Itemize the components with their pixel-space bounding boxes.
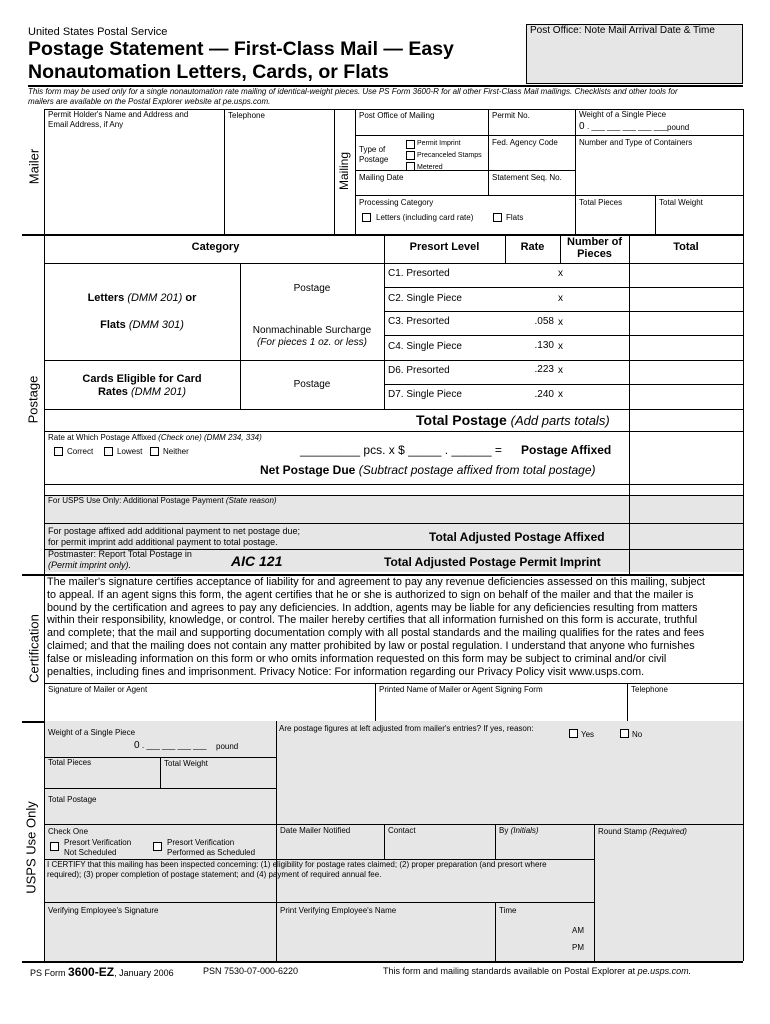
certification-section-label: Certification (26, 614, 42, 683)
category-header: Category (191, 241, 240, 253)
rate-level-c2: C2. Single Piece (388, 293, 462, 304)
rate-value-d6: .223 (534, 364, 554, 375)
number-header: Number of (567, 236, 622, 248)
precanceled-label: Precanceled Stamps (417, 152, 482, 159)
weight-label: Weight of a Single Piece (579, 110, 667, 119)
mailing-date-label: Mailing Date (359, 173, 404, 182)
total-weight-label: Total Weight (659, 198, 703, 207)
verifier-signature-label: Verifying Employee's Signature (48, 906, 159, 915)
contact-label: Contact (388, 826, 416, 835)
rate-affixed-label: Rate at Which Postage Affixed (Check one) (DMM 234, 334) (48, 433, 262, 442)
total-adjusted-affixed-label: Total Adjusted Postage Affixed (429, 530, 605, 544)
times-d7: x (558, 389, 563, 400)
inspection-certify-2: required); (3) proper completion of postage statement; and (4) payment of required annual fee. (47, 870, 382, 879)
flats-category: Flats (DMM 301) (100, 319, 184, 331)
total-postage-label: Total Postage (Add parts totals) (416, 412, 610, 428)
surcharge-note: (For pieces 1 oz. or less) (256, 337, 368, 348)
usps-total-weight-label: Total Weight (164, 759, 208, 768)
flats-checkbox[interactable] (493, 213, 502, 222)
usps-weight-unit: pound (216, 742, 239, 751)
usps-additional-payment-label: For USPS Use Only: Additional Postage Payment (State reason) (48, 496, 277, 505)
certification-text: The mailer's signature certifies acceptance of liability for and agreement to pay any revenue deficiencies assessed on this mailing, subject to appeal. If an agent signs this form, the agent certifies that he or she is authorized to sign on behalf of the mailer and that the mailer is bound by the certification and agrees to pay any deficiencies. In addtion, agents may be liable for any deficiencies resulting from matters within their responsibility, knowledge, or control. The mailer hereby certifies that all information furnished on this form is accurate, truthful and complete; that the mail and supporting documentation comply with all postal standards and the mailing qualifies for the rates and fees claimed; and that the mailing does not contain any matter prohibited by law or postal regulation. I understand that anyone who furnishes false or misleading information on this form or who omits information requested on this form may be subject to criminal and/or civil penalties, including fines and imprisonment. Privacy Notice: For information regarding our Privacy Policy visit www.usps.com. (47, 576, 706, 678)
usps-weight-blank[interactable]: . ___ ___ ___ ___ (142, 741, 207, 750)
postmaster-note-2: (Permit imprint only). (48, 560, 132, 570)
permit-imprint-checkbox[interactable] (406, 140, 415, 149)
page-title-line2: Nonautomation Letters, Cards, or Flats (28, 61, 389, 83)
yes-checkbox[interactable] (569, 729, 578, 738)
yes-label: Yes (581, 730, 595, 739)
adjust-note: For postage affixed add additional payment to net postage due; (48, 526, 301, 536)
pm-label: PM (572, 943, 584, 952)
net-postage-due-label: Net Postage Due (Subtract postage affixed from total postage) (260, 463, 596, 477)
inspection-certify: I CERTIFY that this mailing has been inspected concerning: (1) eligibility for postage rates claimed; (2) proper preparation (and presort where (47, 860, 547, 869)
times-c2: x (558, 293, 563, 304)
form-id: PS Form 3600-EZ, January 2006 (30, 965, 174, 979)
holder-email-label: Email Address, if Any (48, 120, 124, 129)
weight-unit: pound (667, 123, 690, 132)
verifier-name-label: Print Verifying Employee's Name (280, 906, 397, 915)
letters-option-label: Letters (including card rate) (376, 213, 474, 222)
precanceled-checkbox[interactable] (406, 151, 415, 160)
cards-category-2: Rates (DMM 201) (97, 386, 187, 398)
date-notified-label: Date Mailer Notified (280, 826, 351, 835)
signature-label: Signature of Mailer or Agent (48, 685, 148, 694)
processing-label: Processing Category (359, 198, 434, 207)
times-c3: x (558, 317, 563, 328)
intro-text: This form may be used only for a single nonautomation rate mailing of identical-weight pieces. Use PS Form 3600-R for all other First-Class Mail mailings. Checklists and other tools for (28, 87, 678, 96)
correct-label: Correct (67, 447, 94, 456)
postmaster-note: Postmaster: Report Total Postage in (48, 549, 192, 559)
no-label: No (632, 730, 643, 739)
psn-number: PSN 7530-07-000-6220 (203, 966, 299, 976)
rate-level-c3: C3. Presorted (388, 316, 450, 327)
surcharge-label: Nonmachinable Surcharge (252, 325, 372, 336)
seq-no-label: Statement Seq. No. (492, 173, 562, 182)
neither-label: Neither (163, 447, 189, 456)
letters-postage-label: Postage (293, 283, 331, 294)
rate-level-c4: C4. Single Piece (388, 341, 462, 352)
lowest-label: Lowest (117, 447, 143, 456)
certification-telephone-label: Telephone (631, 685, 668, 694)
postage-section-label: Postage (25, 375, 41, 424)
presort-performed-checkbox[interactable] (153, 842, 162, 851)
presort-not-scheduled-checkbox[interactable] (50, 842, 59, 851)
fed-agency-label: Fed. Agency Code (492, 138, 558, 147)
presort-not-scheduled-label-2: Not Scheduled (64, 848, 117, 857)
times-d6: x (558, 365, 563, 376)
letters-checkbox[interactable] (362, 213, 371, 222)
availability-note: This form and mailing standards available on Postal Explorer at pe.usps.com. (383, 966, 692, 976)
rate-value-c3: .058 (534, 316, 554, 327)
rate-level-d6: D6. Presorted (388, 365, 450, 376)
metered-checkbox[interactable] (406, 162, 415, 171)
mailer-section-label: Mailer (26, 148, 42, 185)
weight-zero: 0 (579, 121, 585, 132)
correct-checkbox[interactable] (54, 447, 63, 456)
permit-imprint-label: Permit Imprint (417, 140, 461, 147)
pcs-formula[interactable]: _________ pcs. x $ _____ . ______ = (300, 443, 502, 457)
usps-total-pieces-label: Total Pieces (48, 758, 92, 767)
metered-label: Metered (417, 164, 443, 171)
usps-total-postage-label: Total Postage (48, 795, 97, 804)
rate-value-d7: .240 (534, 389, 554, 400)
presort-not-scheduled-label: Presort Verification (64, 838, 132, 847)
post-office-label: Post Office of Mailing (359, 111, 435, 120)
times-c1: x (558, 268, 563, 279)
type-of-postage-label-2: Postage (359, 155, 389, 164)
adjusted-question: Are postage figures at left adjusted from mailer's entries? If yes, reason: (279, 724, 534, 733)
weight-blank[interactable]: . ___ ___ ___ ___ ___ (587, 122, 668, 131)
aic-code: AIC 121 (231, 553, 283, 569)
round-stamp-label: Round Stamp (Required) (598, 827, 687, 836)
agency-name: United States Postal Service (28, 26, 168, 38)
mailer-telephone-label: Telephone (228, 111, 265, 120)
containers-label: Number and Type of Containers (579, 138, 693, 147)
adjust-note-2: for permit imprint add additional payment to total postage. (48, 537, 278, 547)
by-initials-label: By (Initials) (499, 826, 539, 835)
flats-option-label: Flats (506, 213, 524, 222)
total-adjusted-permit-label: Total Adjusted Postage Permit Imprint (384, 555, 601, 569)
presort-performed-label-2: Performed as Scheduled (167, 848, 256, 857)
letters-category: Letters (DMM 201) or (87, 292, 197, 304)
cards-category: Cards Eligible for Card (82, 373, 202, 385)
adjusted-total-area (629, 523, 743, 572)
permit-no-label: Permit No. (492, 111, 530, 120)
am-label: AM (572, 926, 584, 935)
times-c4: x (558, 341, 563, 352)
no-checkbox[interactable] (620, 729, 629, 738)
usps-section-label: USPS Use Only (23, 801, 39, 894)
total-pieces-label: Total Pieces (579, 198, 623, 207)
page-title: Postage Statement — First-Class Mail — Easy (28, 38, 454, 60)
presort-performed-label: Presort Verification (167, 838, 235, 847)
usps-weight-label: Weight of a Single Piece (48, 728, 136, 737)
mailing-section-label: Mailing (337, 152, 351, 191)
usps-weight-zero: 0 (134, 740, 140, 751)
holder-name-label: Permit Holder's Name and Address and (48, 110, 189, 119)
rate-value-c4: .130 (534, 340, 554, 351)
rate-level-c1: C1. Presorted (388, 268, 450, 279)
time-label: Time (499, 906, 517, 915)
presort-header: Presort Level (409, 241, 480, 253)
arrival-note-label: Post Office: Note Mail Arrival Date & Time (530, 25, 715, 36)
rate-level-d7: D7. Single Piece (388, 389, 462, 400)
cards-postage-label: Postage (293, 379, 331, 390)
total-header: Total (673, 241, 699, 253)
postage-affixed-label: Postage Affixed (521, 443, 612, 457)
pieces-header: Pieces (577, 248, 612, 260)
intro-text-2: mailers are available on the Postal Explorer website at pe.usps.com. (28, 97, 271, 106)
check-one-label: Check One (48, 827, 89, 836)
type-of-postage-label: Type of (359, 145, 386, 154)
neither-checkbox[interactable] (150, 447, 159, 456)
lowest-checkbox[interactable] (104, 447, 113, 456)
rate-header: Rate (520, 241, 545, 253)
printed-name-label: Printed Name of Mailer or Agent Signing Form (379, 685, 543, 694)
